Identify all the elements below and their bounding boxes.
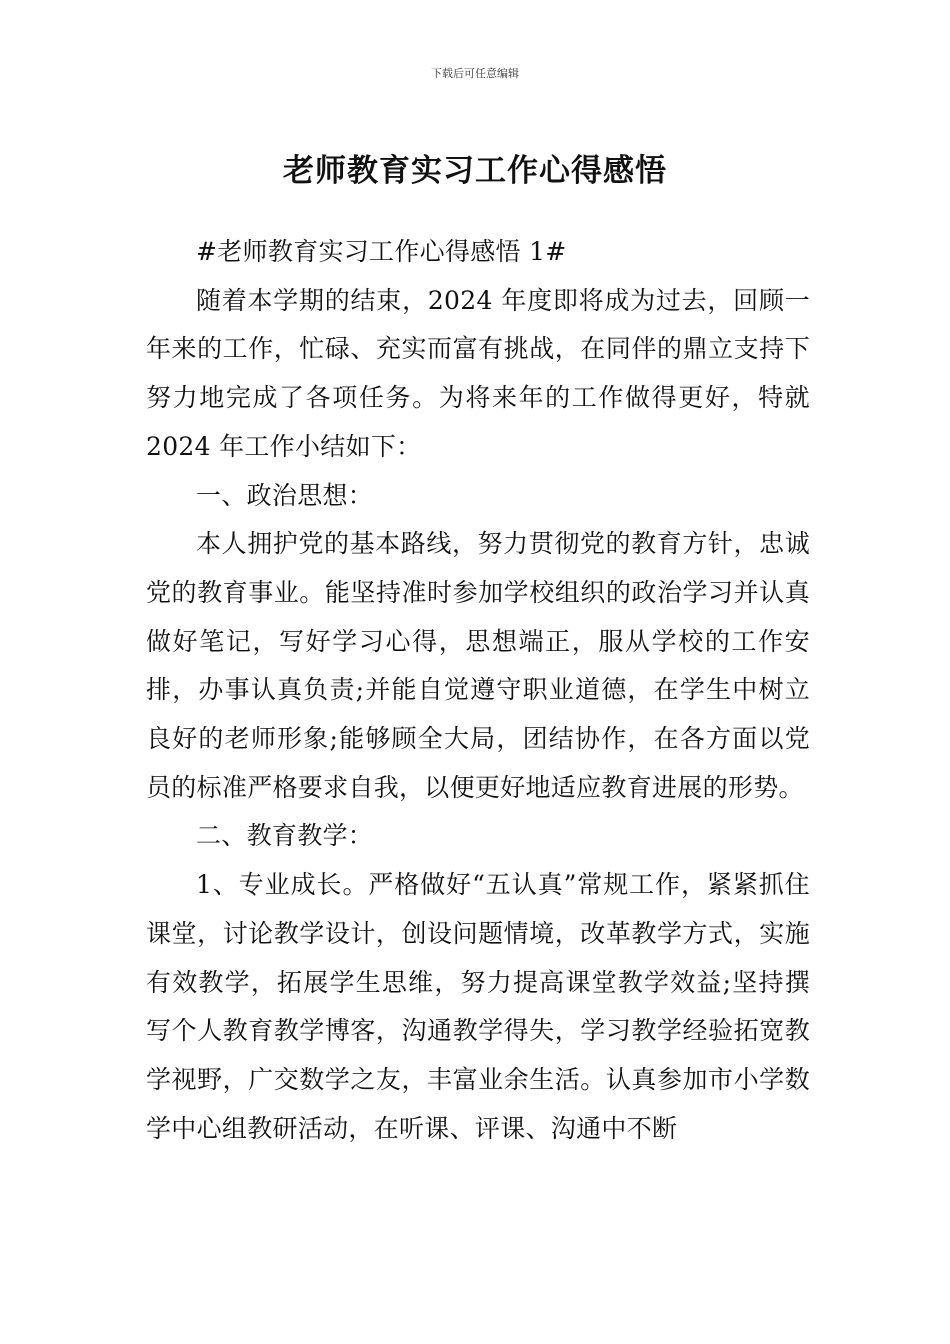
intro-paragraph: 随着本学期的结束，2024 年度即将成为过去，回顾一年来的工作，忙碌、充实而富有挑战，在同伴的鼎立支持下努力地完成了各项任务。为将来年的工作做得更好，特就 2024 年工作小结如下： [146,285,810,461]
document-body [146,228,810,1153]
politics-paragraph: 本人拥护党的基本路线，努力贯彻党的教育方针，忠诚党的教育事业。能坚持准时参加学校组织的政治学习并认真做好笔记，写好学习心得，思想端正，服从学校的工作安排，办事认真负责;并能自觉遵守职业道德，在学生中树立良好的老师形象;能够顾全大局，团结协作，在各方面以党员的标准严格要求自我，以便更好地适应教育进展的形势。 [146,529,810,802]
document-title: 老师教育实习工作心得感悟 [283,152,667,189]
section-heading-teaching: 二、教育教学： [196,821,374,851]
section-heading-paragraph: #老师教育实习工作心得感悟 1# [196,237,567,266]
page-header-note: 下载后可任意编辑 [431,67,519,80]
section-heading-politics: 一、政治思想： [196,480,374,510]
professional-growth-paragraph: 1、专业成长。严格做好“五认真”常规工作，紧紧抓住课堂，讨论教学设计，创设问题情境，改革教学方式，实施有效教学，拓展学生思维，努力提高课堂教学效益;坚持撰写个人教育教学博客，沟通教学得失，学习教学经验拓宽教学视野，广交数学之友，丰富业余生活。认真参加市小学数学中心组教研活动，在听课、评课、沟通中不断 [146,870,810,1143]
